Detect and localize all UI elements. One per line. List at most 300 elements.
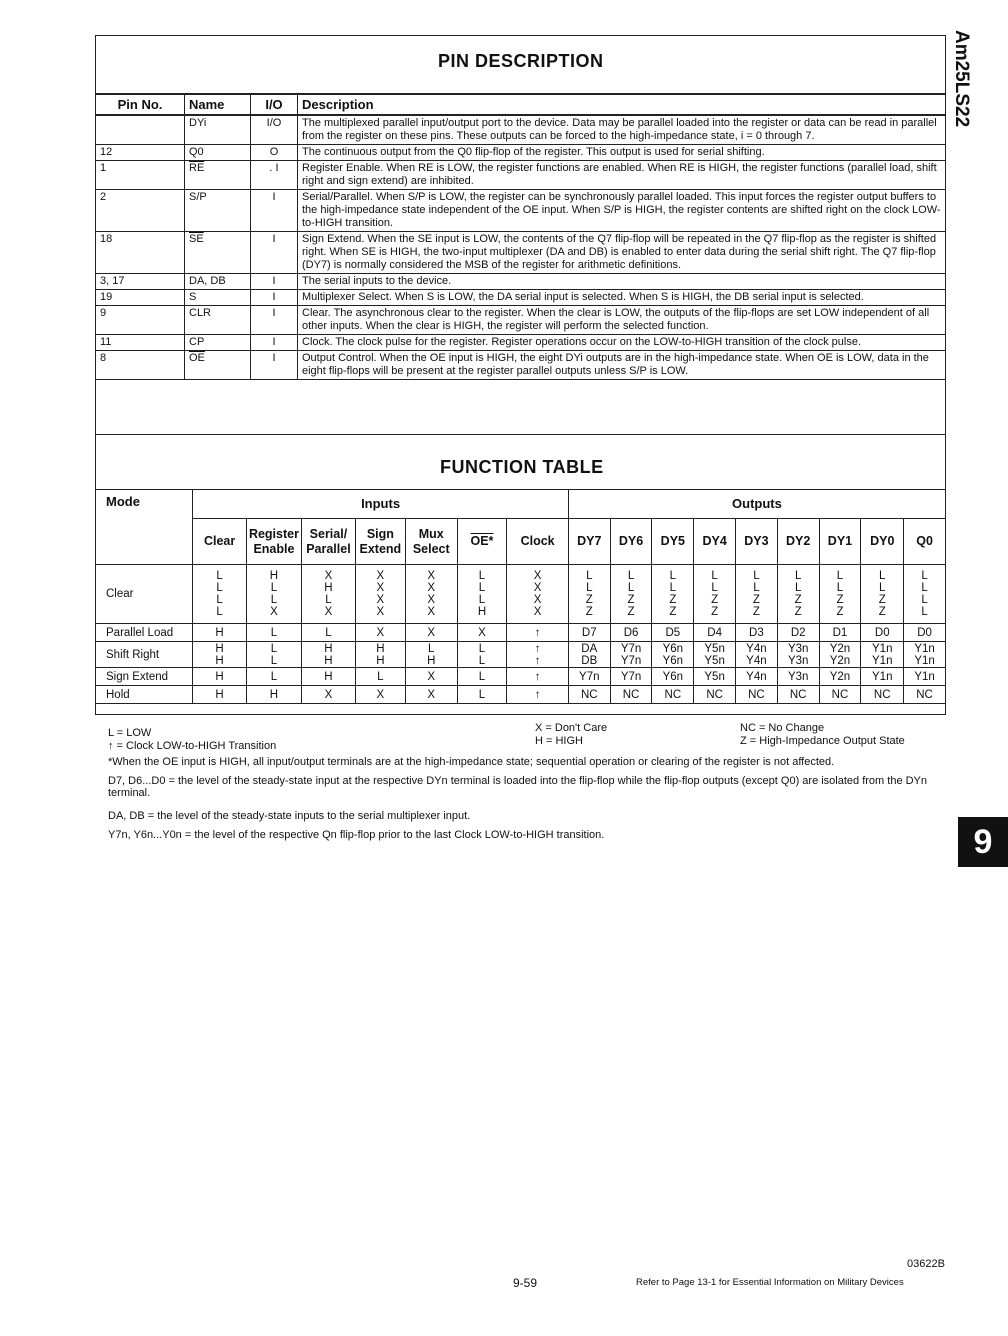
pin-cell-io: I (251, 335, 298, 351)
ft-value: L (921, 582, 928, 594)
pin-cell-pin: 1 (96, 161, 185, 190)
ft-value-cell (861, 686, 904, 704)
ft-mode-row (96, 565, 946, 624)
pin-cell-desc: Register Enable. When RE is LOW, the register functions are enabled. When RE is HIGH, the register functions (parallel load, shift right and sign extend) are inhibited. (298, 161, 946, 190)
ft-value: X (427, 688, 436, 701)
ft-value: Y6n (662, 670, 684, 683)
ft-value: ↑ (534, 654, 541, 667)
ft-value-cell (904, 686, 946, 704)
ft-value-cell (193, 565, 247, 624)
pin-cell-name: CP (185, 335, 251, 351)
ft-value-cell (568, 624, 610, 642)
military-ref: Refer to Page 13-1 for Essential Information on Military Devices (636, 1277, 904, 1288)
ft-value-cell (355, 565, 405, 624)
ft-value-cell (694, 565, 736, 624)
ft-value: L (478, 570, 486, 582)
ft-group-row (96, 490, 946, 519)
ft-value: Y1n (914, 642, 935, 655)
ft-value: Y4n (746, 654, 767, 667)
function-table (95, 489, 946, 704)
ft-output-col: DY0 (861, 519, 904, 565)
pin-row (96, 190, 946, 232)
ft-value-cell (457, 624, 507, 642)
ft-value: L (879, 582, 886, 594)
ft-value: X (427, 594, 436, 606)
pin-cell-desc: Output Control. When the OE input is HIGH, the eight DYi outputs are in the high-impedance state. When OE is LOW, data in the eight flip-flops will be present at the register parallel outputs unless S/P is LOW. (298, 351, 946, 380)
ft-mode-cell: Shift Right (96, 642, 193, 668)
ft-value: L (921, 594, 928, 606)
ft-value-cell (246, 668, 301, 686)
ft-value: Y2n (829, 670, 851, 683)
ft-value: X (376, 582, 385, 594)
header-name: Name (185, 94, 251, 115)
pin-row (96, 115, 946, 145)
ft-value: L (794, 582, 802, 594)
ft-value-cell (861, 624, 904, 642)
ft-output-col: DY2 (777, 519, 819, 565)
ft-value: L (669, 570, 677, 582)
pin-cell-pin: 19 (96, 290, 185, 306)
ft-value-cell (301, 668, 355, 686)
ft-value: Y3n (787, 654, 809, 667)
ft-value: L (879, 570, 886, 582)
ft-value-cell (904, 565, 946, 624)
ft-value-cell (904, 624, 946, 642)
ft-value: H (215, 626, 224, 639)
ft-value: H (324, 654, 333, 667)
ft-value: H (376, 654, 385, 667)
ft-value-cell (652, 565, 694, 624)
ft-column-row (96, 519, 946, 565)
ft-mode-row (96, 686, 946, 704)
ft-mode-row (96, 624, 946, 642)
pin-cell-io: I (251, 232, 298, 274)
ft-value: NC (873, 688, 891, 701)
ft-value: H (477, 606, 487, 618)
ft-value: H (215, 688, 224, 701)
ft-value: X (478, 626, 486, 639)
ft-value-cell (568, 686, 610, 704)
ft-value: D4 (707, 626, 722, 639)
ft-value-cell (819, 565, 861, 624)
ft-output-col: DY4 (694, 519, 736, 565)
ft-value-cell (507, 624, 569, 642)
pin-cell-pin: 3, 17 (96, 274, 185, 290)
ft-value: L (270, 582, 278, 594)
side-title (948, 30, 972, 140)
ft-value: L (216, 570, 223, 582)
ft-value: L (794, 570, 802, 582)
ft-value: X (427, 606, 436, 618)
header-description: Description (298, 94, 946, 115)
ft-value-cell (652, 686, 694, 704)
pin-row (96, 306, 946, 335)
ft-value-cell (861, 668, 904, 686)
ft-output-col: DY1 (819, 519, 861, 565)
ft-value-cell (736, 668, 778, 686)
ft-value: D2 (790, 626, 806, 639)
side-title-text: Am25LS22 (951, 30, 972, 128)
ft-value-cell (694, 668, 736, 686)
ft-value-cell (301, 624, 355, 642)
pin-row (96, 145, 946, 161)
ft-value: DA (581, 642, 598, 655)
ft-value-cell (904, 642, 946, 668)
ft-value-cell (610, 686, 652, 704)
legend-dont-care: X = Don't Care (535, 722, 608, 734)
legend-clock: ↑ = Clock LOW-to-HIGH Transition (108, 740, 277, 752)
ft-value-cell (694, 686, 736, 704)
ft-value: Y1n (914, 654, 935, 667)
ft-value: X (533, 582, 542, 594)
ft-value: L (586, 570, 593, 582)
ft-value: X (376, 570, 385, 582)
ft-value: H (215, 642, 224, 655)
ft-value-cell (736, 642, 778, 668)
ft-value-cell (301, 686, 355, 704)
ft-value: Y1n (872, 642, 893, 655)
ft-value: ↑ (534, 688, 541, 701)
ft-value-cell (610, 668, 652, 686)
ft-value-cell (193, 686, 247, 704)
ft-value-cell (246, 642, 301, 668)
ft-output-col: Q0 (904, 519, 946, 565)
pin-cell-desc: Serial/Parallel. When S/P is LOW, the register can be synchronously parallel loaded. This input forces the register output buffers to the high-impedance state independent of the OE input. When S/P is HIGH, the register contents are shifted right on the clock LOW-to-HIGH transition. (298, 190, 946, 232)
ft-value-cell (819, 624, 861, 642)
pin-cell-io: O (251, 145, 298, 161)
ft-value: D7 (581, 626, 597, 639)
ft-value: L (478, 594, 486, 606)
ft-value: L (478, 670, 486, 683)
ft-value: NC (664, 688, 682, 701)
ft-output-col: DY7 (568, 519, 610, 565)
ft-value-cell (301, 565, 355, 624)
ft-value: L (270, 670, 278, 683)
ft-value-cell (694, 642, 736, 668)
ft-input-col: Clear (193, 519, 247, 565)
ft-value: Z (752, 594, 760, 606)
ft-value: L (478, 642, 486, 655)
ft-value: Y6n (662, 654, 684, 667)
pin-cell-pin: 9 (96, 306, 185, 335)
ft-value: H (215, 670, 224, 683)
ft-value: D0 (874, 626, 890, 639)
ft-value-cell (405, 686, 457, 704)
ft-input-col: Clock (507, 519, 569, 565)
ft-value: X (376, 606, 385, 618)
legend-l-low: L = LOW (108, 727, 152, 739)
ft-value: H (215, 654, 224, 667)
ft-value: Z (711, 606, 719, 618)
ft-value: Z (836, 606, 844, 618)
ft-value: L (216, 594, 223, 606)
legend-no-change: NC = No Change (740, 722, 825, 734)
ft-value: L (325, 626, 332, 639)
ft-value: NC (789, 688, 807, 701)
ft-value: H (269, 688, 279, 701)
ft-value-cell (405, 565, 457, 624)
page-number: 9-59 (513, 1276, 538, 1290)
ft-value: Z (669, 594, 677, 606)
ft-value: X (376, 594, 385, 606)
ft-value-cell (246, 565, 301, 624)
pin-cell-name: DYi (185, 115, 251, 145)
ft-value-cell (777, 686, 819, 704)
pin-cell-io: I (251, 306, 298, 335)
ft-value: D1 (832, 626, 848, 639)
ft-input-col: Register Enable (246, 519, 301, 565)
ft-value: L (270, 642, 278, 655)
pin-cell-desc: Clear. The asynchronous clear to the register. When the clear is LOW, the outputs of the flip-flops are set LOW independent of all other inputs. When the clear is HIGH, the register will perform the selected function. (298, 306, 946, 335)
ft-value-cell (355, 642, 405, 668)
ft-value-cell (819, 668, 861, 686)
ft-input-col: Sign Extend (355, 519, 405, 565)
pin-cell-name: $\overline{SE}$ (185, 232, 251, 274)
ft-mode-header: Mode (96, 490, 193, 565)
ft-value: H (324, 670, 333, 683)
pin-row (96, 290, 946, 306)
ft-value: X (324, 570, 333, 582)
ft-value: Z (878, 594, 886, 606)
ft-value: L (836, 582, 844, 594)
header-io: I/O (251, 94, 298, 115)
ft-value: Z (585, 594, 593, 606)
ft-value-cell (457, 668, 507, 686)
ft-value-cell (777, 642, 819, 668)
ft-value-cell (777, 624, 819, 642)
legend-high: H = HIGH (535, 735, 583, 747)
pin-cell-pin: 12 (96, 145, 185, 161)
ft-value: Z (627, 606, 635, 618)
ft-value: L (586, 582, 593, 594)
ft-value: Y2n (829, 642, 851, 655)
note-y-levels: Y7n, Y6n...Y0n = the level of the respective Qn flip-flop prior to the last Clock LOW-to-HIGH transition. (108, 829, 605, 841)
pin-row (96, 335, 946, 351)
ft-value-cell (819, 642, 861, 668)
ft-value: Z (794, 594, 802, 606)
ft-value: X (533, 594, 542, 606)
ft-value: X (533, 570, 542, 582)
pin-cell-desc: Multiplexer Select. When S is LOW, the DA serial input is selected. When S is HIGH, the DB serial input is selected. (298, 290, 946, 306)
ft-value: L (627, 582, 635, 594)
ft-value: Y4n (746, 642, 767, 655)
legend-high-z: Z = High-Impedance Output State (740, 735, 905, 747)
ft-value-cell (652, 668, 694, 686)
ft-mode-cell: Clear (96, 565, 193, 624)
ft-value: L (270, 654, 278, 667)
ft-value: Y7n (579, 670, 600, 683)
ft-value: Z (585, 606, 593, 618)
doc-code: 03622B (907, 1258, 945, 1270)
ft-value: Y7n (620, 654, 642, 667)
pin-description-title: PIN DESCRIPTION (438, 51, 604, 71)
pin-cell-name: S/P (185, 190, 251, 232)
ft-value: L (711, 582, 718, 594)
ft-value: Y6n (662, 642, 684, 655)
ft-value: Y7n (620, 642, 642, 655)
ft-inputs-header: Inputs (193, 490, 569, 519)
ft-value: Y5n (704, 642, 725, 655)
ft-value: NC (580, 688, 598, 701)
ft-mode-cell: Sign Extend (96, 668, 193, 686)
pin-cell-desc: The continuous output from the Q0 flip-flop of the register. This output is used for serial shifting. (298, 145, 946, 161)
ft-value: Y2n (829, 654, 851, 667)
ft-value: X (270, 606, 278, 618)
ft-value-cell (652, 624, 694, 642)
ft-value: L (753, 570, 760, 582)
ft-value: Z (878, 606, 886, 618)
ft-value: L (478, 654, 486, 667)
pin-cell-name: DA, DB (185, 274, 251, 290)
ft-value: L (921, 570, 928, 582)
ft-value: X (427, 582, 436, 594)
ft-output-col: DY5 (652, 519, 694, 565)
pin-row (96, 274, 946, 290)
pin-cell-pin: 18 (96, 232, 185, 274)
ft-value-cell (193, 624, 247, 642)
pin-cell-desc: The multiplexed parallel input/output port to the device. Data may be parallel loaded into the register or data can be read in parallel from the register on these pins. These outputs can be forced to the high-impedance state, i = 0 through 7. (298, 115, 946, 145)
ft-value: L (836, 570, 844, 582)
ft-value-cell (736, 624, 778, 642)
ft-input-col: Mux Select (405, 519, 457, 565)
pin-header-row (96, 94, 946, 115)
ft-value: X (324, 688, 333, 701)
ft-value: NC (748, 688, 765, 701)
ft-value-cell (904, 668, 946, 686)
pin-cell-desc: The serial inputs to the device. (298, 274, 946, 290)
ft-value-cell (736, 686, 778, 704)
ft-value: L (270, 594, 278, 606)
ft-value: Z (794, 606, 802, 618)
ft-output-col: DY6 (610, 519, 652, 565)
ft-value: H (269, 570, 279, 582)
note-oe: *When the OE input is HIGH, all input/output terminals are at the high-impedance state; sequential operation or clearing of the register is not affected. (108, 756, 835, 768)
ft-value: DB (581, 654, 598, 667)
pin-cell-name: CLR (185, 306, 251, 335)
ft-mode-row (96, 668, 946, 686)
ft-mode-row (96, 642, 946, 668)
pin-cell-name: S (185, 290, 251, 306)
pin-cell-pin (96, 115, 185, 145)
ft-value: D0 (917, 626, 932, 639)
ft-value: L (325, 594, 332, 606)
ft-value: H (427, 654, 436, 667)
ft-value: Z (836, 594, 844, 606)
ft-value-cell (405, 624, 457, 642)
ft-value-cell (507, 668, 569, 686)
ft-value: ↑ (534, 626, 541, 639)
function-table-title: FUNCTION TABLE (440, 457, 604, 477)
section-tab: 9 (958, 817, 1008, 867)
pin-description-table (95, 93, 946, 380)
ft-value-cell (355, 686, 405, 704)
ft-value: Z (669, 606, 677, 618)
pin-row (96, 351, 946, 380)
ft-value: X (427, 626, 436, 639)
ft-value-cell (246, 686, 301, 704)
ft-value: Z (752, 606, 760, 618)
ft-value: Y5n (704, 654, 725, 667)
ft-value-cell (568, 565, 610, 624)
ft-value: NC (706, 688, 723, 701)
ft-value: L (428, 642, 435, 655)
ft-value: X (376, 688, 385, 701)
pin-cell-pin: 2 (96, 190, 185, 232)
ft-value: X (427, 570, 436, 582)
ft-value-cell (507, 642, 569, 668)
pin-cell-io: I (251, 190, 298, 232)
ft-value: ↑ (534, 670, 541, 683)
ft-value: X (376, 626, 385, 639)
ft-value: NC (831, 688, 849, 701)
ft-value: L (627, 570, 635, 582)
pin-cell-desc: Sign Extend. When the SE input is LOW, the contents of the Q7 flip-flop will be repeated in the Q7 flip-flop as the register is shifted right. When SE is HIGH, the two-input multiplexer (DA and DB) is enabled to enter data during the serial shift right. The Q7 flip-flop (DY7) is normally considered the MSB of the register for arithmetic definitions. (298, 232, 946, 274)
ft-value: ↑ (534, 642, 541, 655)
ft-value-cell (610, 565, 652, 624)
ft-value-cell (246, 624, 301, 642)
ft-value-cell (777, 668, 819, 686)
note-d-levels: D7, D6...D0 = the level of the steady-state input at the respective DYn terminal is loaded into the flip-flop while the flip-flop outputs (except Q0) are isolated from the DYn terminal. (108, 775, 928, 799)
ft-input-col: Serial/ Parallel (301, 519, 355, 565)
pin-cell-io: I (251, 351, 298, 380)
pin-cell-pin: 8 (96, 351, 185, 380)
ft-value: L (753, 582, 760, 594)
ft-value: X (427, 670, 436, 683)
ft-value: L (478, 582, 486, 594)
ft-mode-cell: Parallel Load (96, 624, 193, 642)
ft-value: L (669, 582, 677, 594)
pin-cell-pin: 11 (96, 335, 185, 351)
ft-value-cell (457, 686, 507, 704)
ft-value: L (216, 606, 223, 618)
ft-value-cell (457, 642, 507, 668)
ft-value-cell (610, 624, 652, 642)
ft-value: Y1n (914, 670, 935, 683)
header-pin-no: Pin No. (96, 94, 185, 115)
ft-value: Y3n (787, 642, 809, 655)
ft-value: L (478, 688, 486, 701)
ft-value: H (324, 642, 333, 655)
ft-value: Z (627, 594, 635, 606)
ft-value: Y1n (872, 654, 893, 667)
pin-row (96, 232, 946, 274)
ft-value: D6 (623, 626, 639, 639)
ft-value-cell (193, 668, 247, 686)
ft-value-cell (861, 565, 904, 624)
ft-value-cell (355, 624, 405, 642)
pin-cell-io: I (251, 290, 298, 306)
pin-cell-name: $\overline{RE}$ (185, 161, 251, 190)
ft-value: D5 (665, 626, 681, 639)
ft-value-cell (507, 565, 569, 624)
ft-value-cell (457, 565, 507, 624)
pin-cell-io: I/O (251, 115, 298, 145)
pin-cell-name: Q0 (185, 145, 251, 161)
ft-value: Y4n (746, 670, 767, 683)
ft-value: Y7n (620, 670, 642, 683)
note-da-db: DA, DB = the level of the steady-state inputs to the serial multiplexer input. (108, 810, 471, 822)
ft-value-cell (405, 642, 457, 668)
ft-value-cell (568, 668, 610, 686)
ft-outputs-header: Outputs (568, 490, 945, 519)
ft-mode-cell: Hold (96, 686, 193, 704)
ft-value: NC (916, 688, 933, 701)
ft-value: D3 (749, 626, 764, 639)
ft-value: H (376, 642, 385, 655)
pin-cell-io: . I (251, 161, 298, 190)
ft-value: NC (622, 688, 640, 701)
ft-value-cell (652, 642, 694, 668)
